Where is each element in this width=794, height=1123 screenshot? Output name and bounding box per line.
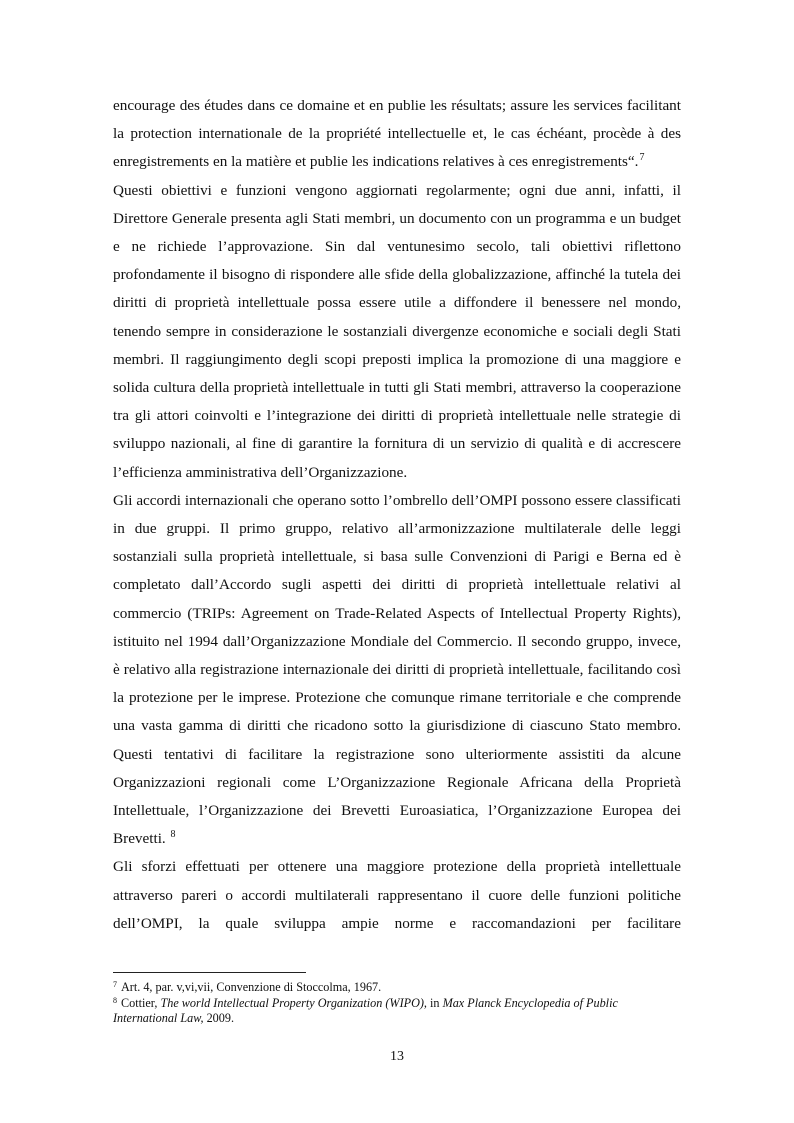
footnote-separator: [113, 972, 306, 973]
footnote-title: The world Intellectual Property Organization (WIPO),: [160, 995, 427, 1010]
footnote-source: Max Planck Encyclopedia of Public International Law,: [113, 995, 618, 1025]
page-number: 13: [390, 1049, 404, 1064]
footnote-number: 7: [113, 980, 117, 989]
paragraph-2-text: Questi obiettivi e funzioni vengono aggiornati regolarmente; ogni due anni, infatti, il Direttore Generale presenta agli Stati membri, un documento con un programma e un budget e ne richiede l’approvazione. Sin dal ventunesimo secolo, tali obiettivi riflettono profondamente il bisogno di rispondere alle sfide della globalizzazione, affinché la tutela dei diritti di proprietà intellettuale possa essere utile a diffondere il benessere nel mondo, tenendo sempre in considerazione le sostanziali divergenze economiche e sociali degli Stati membri. Il raggiungimento degli scopi preposti implica la promozione di una maggiore e solida cultura della proprietà intellettuale in tutti gli Stati membri, attraverso la cooperazione tra gli attori coinvolti e l’integrazione dei diritti di proprietà intellettuale nelle strategie di sviluppo nazionali, al fine di garantire la fornitura di un servizio di qualità e di accrescere l’efficienza amministrativa dell’Organizzazione.: [113, 181, 681, 481]
paragraph-1: [113, 92, 681, 177]
paragraph-3-text: Gli accordi internazionali che operano sotto l’ombrello dell’OMPI possono essere classificati in due gruppi. Il primo gruppo, relativo all’armonizzazione multilaterale delle leggi sostanziali sulla proprietà intellettuale, si basa sulle Convenzioni di Parigi e Berna ed è completato dall’Accordo sugli aspetti dei diritti di proprietà intellettuale relativi al commercio (TRIPs: Agreement on Trade-Related Aspects of Intellectual Property Rights), istituito nel 1994 dall’Organizzazione Mondiale del Commercio. Il secondo gruppo, invece, è relativo alla registrazione internazionale dei diritti di proprietà intellettuale, facilitando così la protezione per le imprese. Protezione che comunque rimane territoriale e che comprende una vasta gamma di diritti che ricadono sotto la giurisdizione di ciascuno Stato membro. Questi tentativi di facilitare la registrazione sono ulteriormente assistiti da alcune Organizzazioni regionali come L’Organizzazione Regionale Africana della Proprietà Intellettuale, l’Organizzazione dei Brevetti Euroasiatica, l’Organizzazione Europea dei Brevetti.: [113, 491, 681, 848]
footnote-author: Cottier,: [121, 995, 161, 1010]
paragraph-4: [113, 853, 681, 938]
footnote-number: 8: [113, 995, 117, 1005]
footnotes: [113, 980, 681, 1027]
footnote-7: [113, 980, 681, 996]
body-text: [113, 92, 681, 938]
footnote-8: [113, 996, 681, 1027]
paragraph-1-text: encourage des études dans ce domaine et en publie les résultats; assure les services facilitant la protection internationale de la propriété intellectuelle et, le cas échéant, procède à des enregistrements en la matière et publie les indications relatives à ces enregistrements“.: [113, 97, 681, 171]
footnote-connector: in: [426, 995, 443, 1010]
paragraph-3: [113, 487, 681, 854]
paragraph-2: [113, 177, 681, 487]
footnote-ref-7[interactable]: 7: [639, 152, 645, 164]
footnote-text: Art. 4, par. v,vi,vii, Convenzione di Stoccolma, 1967.: [121, 980, 382, 994]
footnote-ref-8[interactable]: 8: [170, 829, 176, 841]
paragraph-4-text: Gli sforzi effettuati per ottenere una maggiore protezione della proprietà intellettuale attraverso pareri o accordi multilaterali rappresentano il cuore delle funzioni politiche dell’OMPI, la quale sviluppa ampie norme e raccomandazioni per facilitare: [113, 858, 681, 932]
footnote-year: 2009.: [203, 1011, 234, 1025]
